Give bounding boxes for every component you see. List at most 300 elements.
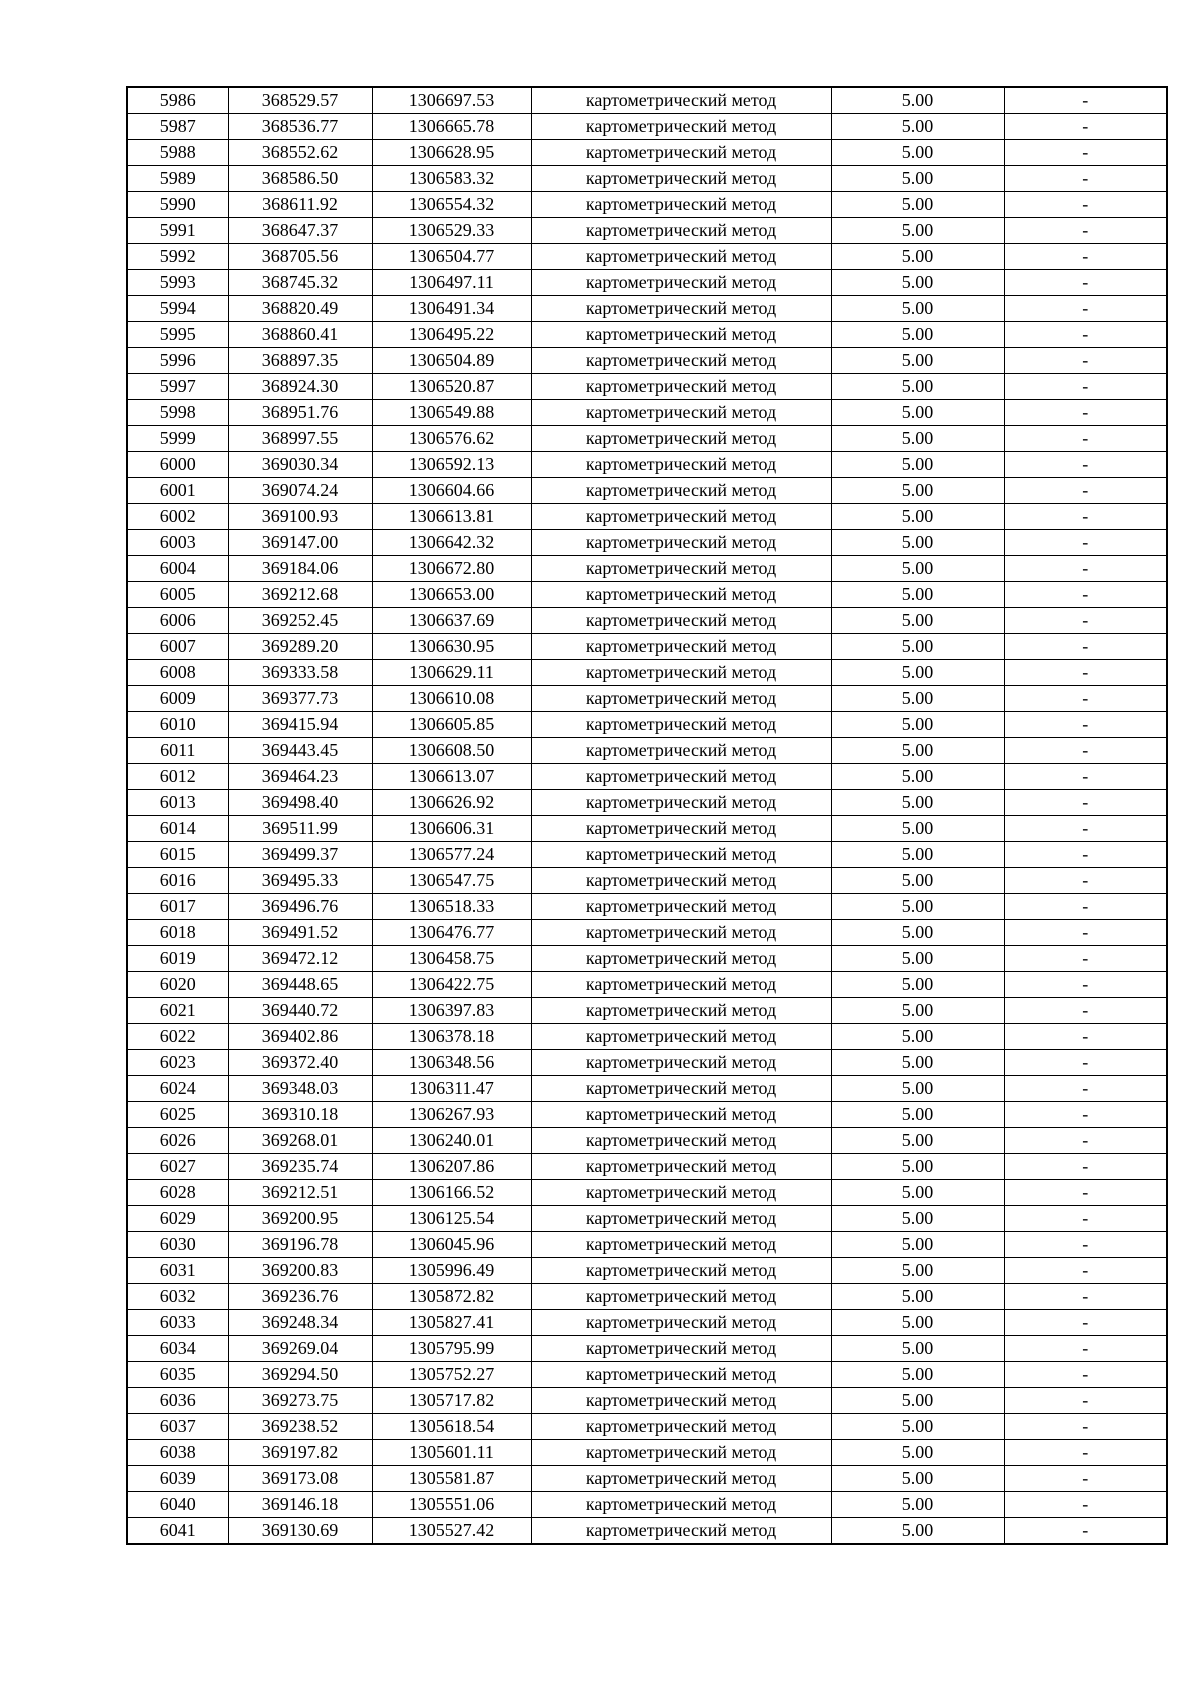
table-row xyxy=(127,816,1167,842)
table-row xyxy=(127,1388,1167,1414)
description-cell: - xyxy=(1004,972,1167,998)
accuracy-cell: 5.00 xyxy=(831,1050,1004,1076)
accuracy-cell: 5.00 xyxy=(831,192,1004,218)
table-row xyxy=(127,270,1167,296)
accuracy-cell: 5.00 xyxy=(831,140,1004,166)
coord-x-cell: 369074.24 xyxy=(228,478,372,504)
description-cell: - xyxy=(1004,270,1167,296)
coord-x-cell: 369333.58 xyxy=(228,660,372,686)
coord-x-cell: 369511.99 xyxy=(228,816,372,842)
description-cell: - xyxy=(1004,1518,1167,1545)
method-cell: картометрический метод xyxy=(531,1362,831,1388)
coord-y-cell: 1306630.95 xyxy=(372,634,531,660)
coord-y-cell: 1305795.99 xyxy=(372,1336,531,1362)
description-cell: - xyxy=(1004,1076,1167,1102)
table-row xyxy=(127,140,1167,166)
method-cell: картометрический метод xyxy=(531,790,831,816)
method-cell: картометрический метод xyxy=(531,816,831,842)
table-row xyxy=(127,296,1167,322)
coord-x-cell: 369235.74 xyxy=(228,1154,372,1180)
description-cell: - xyxy=(1004,400,1167,426)
coord-y-cell: 1305581.87 xyxy=(372,1466,531,1492)
accuracy-cell: 5.00 xyxy=(831,1466,1004,1492)
table-row xyxy=(127,686,1167,712)
point-number-cell: 6016 xyxy=(127,868,228,894)
description-cell: - xyxy=(1004,1102,1167,1128)
coord-y-cell: 1306665.78 xyxy=(372,114,531,140)
table-row xyxy=(127,1466,1167,1492)
description-cell: - xyxy=(1004,842,1167,868)
point-number-cell: 6020 xyxy=(127,972,228,998)
point-number-cell: 6037 xyxy=(127,1414,228,1440)
accuracy-cell: 5.00 xyxy=(831,764,1004,790)
coord-y-cell: 1306348.56 xyxy=(372,1050,531,1076)
coord-x-cell: 368705.56 xyxy=(228,244,372,270)
point-number-cell: 6034 xyxy=(127,1336,228,1362)
accuracy-cell: 5.00 xyxy=(831,1518,1004,1545)
coord-y-cell: 1305717.82 xyxy=(372,1388,531,1414)
table-row xyxy=(127,972,1167,998)
coord-x-cell: 369499.37 xyxy=(228,842,372,868)
coord-y-cell: 1306311.47 xyxy=(372,1076,531,1102)
coord-x-cell: 369377.73 xyxy=(228,686,372,712)
table-row xyxy=(127,1102,1167,1128)
table-row xyxy=(127,426,1167,452)
accuracy-cell: 5.00 xyxy=(831,1232,1004,1258)
coord-y-cell: 1306608.50 xyxy=(372,738,531,764)
table-row xyxy=(127,946,1167,972)
table-row xyxy=(127,1518,1167,1545)
table-row xyxy=(127,166,1167,192)
coord-x-cell: 369030.34 xyxy=(228,452,372,478)
coord-x-cell: 369415.94 xyxy=(228,712,372,738)
accuracy-cell: 5.00 xyxy=(831,270,1004,296)
table-row xyxy=(127,1362,1167,1388)
description-cell: - xyxy=(1004,1258,1167,1284)
method-cell: картометрический метод xyxy=(531,426,831,452)
method-cell: картометрический метод xyxy=(531,1024,831,1050)
description-cell: - xyxy=(1004,504,1167,530)
coord-x-cell: 369236.76 xyxy=(228,1284,372,1310)
accuracy-cell: 5.00 xyxy=(831,504,1004,530)
accuracy-cell: 5.00 xyxy=(831,244,1004,270)
description-cell: - xyxy=(1004,348,1167,374)
description-cell: - xyxy=(1004,426,1167,452)
table-row xyxy=(127,764,1167,790)
point-number-cell: 6035 xyxy=(127,1362,228,1388)
accuracy-cell: 5.00 xyxy=(831,452,1004,478)
table-row xyxy=(127,1414,1167,1440)
method-cell: картометрический метод xyxy=(531,348,831,374)
coord-x-cell: 369348.03 xyxy=(228,1076,372,1102)
description-cell: - xyxy=(1004,1362,1167,1388)
table-row xyxy=(127,1232,1167,1258)
point-number-cell: 6012 xyxy=(127,764,228,790)
description-cell: - xyxy=(1004,556,1167,582)
coord-y-cell: 1306653.00 xyxy=(372,582,531,608)
accuracy-cell: 5.00 xyxy=(831,348,1004,374)
accuracy-cell: 5.00 xyxy=(831,1388,1004,1414)
point-number-cell: 6029 xyxy=(127,1206,228,1232)
table-row xyxy=(127,192,1167,218)
table-row xyxy=(127,1492,1167,1518)
coord-y-cell: 1305827.41 xyxy=(372,1310,531,1336)
coord-y-cell: 1306125.54 xyxy=(372,1206,531,1232)
coord-y-cell: 1306613.07 xyxy=(372,764,531,790)
coord-x-cell: 369310.18 xyxy=(228,1102,372,1128)
coord-x-cell: 369443.45 xyxy=(228,738,372,764)
accuracy-cell: 5.00 xyxy=(831,114,1004,140)
coord-y-cell: 1306397.83 xyxy=(372,998,531,1024)
accuracy-cell: 5.00 xyxy=(831,478,1004,504)
method-cell: картометрический метод xyxy=(531,1336,831,1362)
accuracy-cell: 5.00 xyxy=(831,842,1004,868)
coord-y-cell: 1306267.93 xyxy=(372,1102,531,1128)
description-cell: - xyxy=(1004,920,1167,946)
coord-y-cell: 1306549.88 xyxy=(372,400,531,426)
method-cell: картометрический метод xyxy=(531,972,831,998)
coord-y-cell: 1306518.33 xyxy=(372,894,531,920)
description-cell: - xyxy=(1004,87,1167,114)
accuracy-cell: 5.00 xyxy=(831,1258,1004,1284)
method-cell: картометрический метод xyxy=(531,87,831,114)
table-row xyxy=(127,1336,1167,1362)
description-cell: - xyxy=(1004,452,1167,478)
accuracy-cell: 5.00 xyxy=(831,920,1004,946)
method-cell: картометрический метод xyxy=(531,608,831,634)
point-number-cell: 5994 xyxy=(127,296,228,322)
table-row xyxy=(127,1024,1167,1050)
accuracy-cell: 5.00 xyxy=(831,1362,1004,1388)
method-cell: картометрический метод xyxy=(531,1076,831,1102)
coord-x-cell: 369496.76 xyxy=(228,894,372,920)
coord-y-cell: 1306626.92 xyxy=(372,790,531,816)
coord-y-cell: 1306610.08 xyxy=(372,686,531,712)
accuracy-cell: 5.00 xyxy=(831,322,1004,348)
table-row xyxy=(127,452,1167,478)
table-row xyxy=(127,322,1167,348)
coord-x-cell: 368586.50 xyxy=(228,166,372,192)
table-row xyxy=(127,556,1167,582)
table-row xyxy=(127,1284,1167,1310)
coord-x-cell: 369294.50 xyxy=(228,1362,372,1388)
accuracy-cell: 5.00 xyxy=(831,634,1004,660)
coord-y-cell: 1306240.01 xyxy=(372,1128,531,1154)
accuracy-cell: 5.00 xyxy=(831,218,1004,244)
coord-y-cell: 1306476.77 xyxy=(372,920,531,946)
table-row xyxy=(127,374,1167,400)
description-cell: - xyxy=(1004,660,1167,686)
coord-y-cell: 1305551.06 xyxy=(372,1492,531,1518)
description-cell: - xyxy=(1004,634,1167,660)
method-cell: картометрический метод xyxy=(531,998,831,1024)
coord-x-cell: 369464.23 xyxy=(228,764,372,790)
table-row xyxy=(127,868,1167,894)
point-number-cell: 5991 xyxy=(127,218,228,244)
method-cell: картометрический метод xyxy=(531,712,831,738)
coord-x-cell: 368536.77 xyxy=(228,114,372,140)
description-cell: - xyxy=(1004,1414,1167,1440)
description-cell: - xyxy=(1004,1492,1167,1518)
coord-x-cell: 369173.08 xyxy=(228,1466,372,1492)
point-number-cell: 6006 xyxy=(127,608,228,634)
accuracy-cell: 5.00 xyxy=(831,296,1004,322)
point-number-cell: 6005 xyxy=(127,582,228,608)
coord-y-cell: 1306604.66 xyxy=(372,478,531,504)
coord-y-cell: 1306207.86 xyxy=(372,1154,531,1180)
coord-x-cell: 368647.37 xyxy=(228,218,372,244)
description-cell: - xyxy=(1004,114,1167,140)
coord-y-cell: 1306504.89 xyxy=(372,348,531,374)
coord-y-cell: 1305752.27 xyxy=(372,1362,531,1388)
method-cell: картометрический метод xyxy=(531,868,831,894)
method-cell: картометрический метод xyxy=(531,1050,831,1076)
description-cell: - xyxy=(1004,1284,1167,1310)
coord-x-cell: 368820.49 xyxy=(228,296,372,322)
coord-x-cell: 369196.78 xyxy=(228,1232,372,1258)
method-cell: картометрический метод xyxy=(531,530,831,556)
accuracy-cell: 5.00 xyxy=(831,400,1004,426)
point-number-cell: 6002 xyxy=(127,504,228,530)
method-cell: картометрический метод xyxy=(531,400,831,426)
coord-x-cell: 369273.75 xyxy=(228,1388,372,1414)
point-number-cell: 6031 xyxy=(127,1258,228,1284)
coord-x-cell: 368745.32 xyxy=(228,270,372,296)
coord-y-cell: 1306554.32 xyxy=(372,192,531,218)
coord-x-cell: 369252.45 xyxy=(228,608,372,634)
point-number-cell: 6024 xyxy=(127,1076,228,1102)
coord-x-cell: 369248.34 xyxy=(228,1310,372,1336)
method-cell: картометрический метод xyxy=(531,582,831,608)
table-row xyxy=(127,712,1167,738)
method-cell: картометрический метод xyxy=(531,1284,831,1310)
method-cell: картометрический метод xyxy=(531,270,831,296)
point-number-cell: 6004 xyxy=(127,556,228,582)
accuracy-cell: 5.00 xyxy=(831,972,1004,998)
description-cell: - xyxy=(1004,322,1167,348)
table-row xyxy=(127,1206,1167,1232)
description-cell: - xyxy=(1004,1232,1167,1258)
method-cell: картометрический метод xyxy=(531,946,831,972)
coord-y-cell: 1306592.13 xyxy=(372,452,531,478)
description-cell: - xyxy=(1004,1024,1167,1050)
method-cell: картометрический метод xyxy=(531,660,831,686)
table-row xyxy=(127,1440,1167,1466)
method-cell: картометрический метод xyxy=(531,634,831,660)
coord-y-cell: 1305618.54 xyxy=(372,1414,531,1440)
method-cell: картометрический метод xyxy=(531,1258,831,1284)
method-cell: картометрический метод xyxy=(531,1206,831,1232)
table-row xyxy=(127,582,1167,608)
description-cell: - xyxy=(1004,1128,1167,1154)
method-cell: картометрический метод xyxy=(531,686,831,712)
table-row xyxy=(127,218,1167,244)
coord-x-cell: 369472.12 xyxy=(228,946,372,972)
point-number-cell: 5995 xyxy=(127,322,228,348)
coord-x-cell: 369197.82 xyxy=(228,1440,372,1466)
method-cell: картометрический метод xyxy=(531,478,831,504)
point-number-cell: 5988 xyxy=(127,140,228,166)
coord-x-cell: 369146.18 xyxy=(228,1492,372,1518)
accuracy-cell: 5.00 xyxy=(831,738,1004,764)
table-row xyxy=(127,114,1167,140)
method-cell: картометрический метод xyxy=(531,322,831,348)
method-cell: картометрический метод xyxy=(531,1492,831,1518)
point-number-cell: 6038 xyxy=(127,1440,228,1466)
method-cell: картометрический метод xyxy=(531,114,831,140)
accuracy-cell: 5.00 xyxy=(831,1492,1004,1518)
point-number-cell: 6041 xyxy=(127,1518,228,1545)
accuracy-cell: 5.00 xyxy=(831,1154,1004,1180)
point-number-cell: 5996 xyxy=(127,348,228,374)
accuracy-cell: 5.00 xyxy=(831,556,1004,582)
coord-x-cell: 368997.55 xyxy=(228,426,372,452)
coord-y-cell: 1306642.32 xyxy=(372,530,531,556)
coord-x-cell: 369372.40 xyxy=(228,1050,372,1076)
description-cell: - xyxy=(1004,1180,1167,1206)
point-number-cell: 6039 xyxy=(127,1466,228,1492)
coord-y-cell: 1306672.80 xyxy=(372,556,531,582)
coord-y-cell: 1306583.32 xyxy=(372,166,531,192)
point-number-cell: 6009 xyxy=(127,686,228,712)
coord-x-cell: 369212.68 xyxy=(228,582,372,608)
description-cell: - xyxy=(1004,530,1167,556)
accuracy-cell: 5.00 xyxy=(831,1180,1004,1206)
point-number-cell: 5990 xyxy=(127,192,228,218)
table-row xyxy=(127,634,1167,660)
point-number-cell: 5998 xyxy=(127,400,228,426)
coord-x-cell: 369491.52 xyxy=(228,920,372,946)
coord-x-cell: 369200.95 xyxy=(228,1206,372,1232)
accuracy-cell: 5.00 xyxy=(831,426,1004,452)
description-cell: - xyxy=(1004,244,1167,270)
coord-x-cell: 368897.35 xyxy=(228,348,372,374)
coord-y-cell: 1305872.82 xyxy=(372,1284,531,1310)
table-row xyxy=(127,348,1167,374)
table-row xyxy=(127,1128,1167,1154)
point-number-cell: 6021 xyxy=(127,998,228,1024)
method-cell: картометрический метод xyxy=(531,764,831,790)
accuracy-cell: 5.00 xyxy=(831,894,1004,920)
method-cell: картометрический метод xyxy=(531,504,831,530)
method-cell: картометрический метод xyxy=(531,192,831,218)
accuracy-cell: 5.00 xyxy=(831,1206,1004,1232)
point-number-cell: 6010 xyxy=(127,712,228,738)
table-row xyxy=(127,608,1167,634)
description-cell: - xyxy=(1004,790,1167,816)
point-number-cell: 6028 xyxy=(127,1180,228,1206)
accuracy-cell: 5.00 xyxy=(831,1024,1004,1050)
coord-x-cell: 369495.33 xyxy=(228,868,372,894)
method-cell: картометрический метод xyxy=(531,1128,831,1154)
description-cell: - xyxy=(1004,1440,1167,1466)
description-cell: - xyxy=(1004,140,1167,166)
coord-x-cell: 369289.20 xyxy=(228,634,372,660)
accuracy-cell: 5.00 xyxy=(831,816,1004,842)
description-cell: - xyxy=(1004,816,1167,842)
coord-y-cell: 1306491.34 xyxy=(372,296,531,322)
coord-x-cell: 368611.92 xyxy=(228,192,372,218)
description-cell: - xyxy=(1004,764,1167,790)
point-number-cell: 6030 xyxy=(127,1232,228,1258)
description-cell: - xyxy=(1004,946,1167,972)
coord-y-cell: 1306458.75 xyxy=(372,946,531,972)
coord-x-cell: 368552.62 xyxy=(228,140,372,166)
description-cell: - xyxy=(1004,582,1167,608)
description-cell: - xyxy=(1004,478,1167,504)
method-cell: картометрический метод xyxy=(531,1102,831,1128)
point-number-cell: 5999 xyxy=(127,426,228,452)
description-cell: - xyxy=(1004,166,1167,192)
coord-x-cell: 368924.30 xyxy=(228,374,372,400)
coord-y-cell: 1306628.95 xyxy=(372,140,531,166)
point-number-cell: 5987 xyxy=(127,114,228,140)
accuracy-cell: 5.00 xyxy=(831,530,1004,556)
table-row xyxy=(127,1050,1167,1076)
method-cell: картометрический метод xyxy=(531,1518,831,1545)
point-number-cell: 6026 xyxy=(127,1128,228,1154)
table-row xyxy=(127,920,1167,946)
coord-y-cell: 1306520.87 xyxy=(372,374,531,400)
point-number-cell: 6032 xyxy=(127,1284,228,1310)
point-number-cell: 6036 xyxy=(127,1388,228,1414)
coord-y-cell: 1305527.42 xyxy=(372,1518,531,1545)
accuracy-cell: 5.00 xyxy=(831,1102,1004,1128)
method-cell: картометрический метод xyxy=(531,140,831,166)
table-row xyxy=(127,1076,1167,1102)
description-cell: - xyxy=(1004,1050,1167,1076)
method-cell: картометрический метод xyxy=(531,1180,831,1206)
point-number-cell: 6023 xyxy=(127,1050,228,1076)
table-row xyxy=(127,1180,1167,1206)
coord-x-cell: 369130.69 xyxy=(228,1518,372,1545)
coord-x-cell: 369268.01 xyxy=(228,1128,372,1154)
accuracy-cell: 5.00 xyxy=(831,790,1004,816)
point-number-cell: 6015 xyxy=(127,842,228,868)
point-number-cell: 6022 xyxy=(127,1024,228,1050)
description-cell: - xyxy=(1004,738,1167,764)
method-cell: картометрический метод xyxy=(531,738,831,764)
point-number-cell: 6040 xyxy=(127,1492,228,1518)
description-cell: - xyxy=(1004,374,1167,400)
accuracy-cell: 5.00 xyxy=(831,608,1004,634)
table-row xyxy=(127,738,1167,764)
coord-y-cell: 1306576.62 xyxy=(372,426,531,452)
coordinates-table xyxy=(126,86,1168,1545)
point-number-cell: 6003 xyxy=(127,530,228,556)
description-cell: - xyxy=(1004,998,1167,1024)
method-cell: картометрический метод xyxy=(531,296,831,322)
description-cell: - xyxy=(1004,1388,1167,1414)
accuracy-cell: 5.00 xyxy=(831,1440,1004,1466)
table-row xyxy=(127,478,1167,504)
point-number-cell: 6008 xyxy=(127,660,228,686)
coord-y-cell: 1306605.85 xyxy=(372,712,531,738)
coord-y-cell: 1306697.53 xyxy=(372,87,531,114)
description-cell: - xyxy=(1004,868,1167,894)
coord-y-cell: 1306045.96 xyxy=(372,1232,531,1258)
coord-x-cell: 369200.83 xyxy=(228,1258,372,1284)
accuracy-cell: 5.00 xyxy=(831,582,1004,608)
coord-y-cell: 1306613.81 xyxy=(372,504,531,530)
description-cell: - xyxy=(1004,712,1167,738)
description-cell: - xyxy=(1004,1336,1167,1362)
accuracy-cell: 5.00 xyxy=(831,166,1004,192)
accuracy-cell: 5.00 xyxy=(831,712,1004,738)
point-number-cell: 5997 xyxy=(127,374,228,400)
method-cell: картометрический метод xyxy=(531,218,831,244)
point-number-cell: 6007 xyxy=(127,634,228,660)
